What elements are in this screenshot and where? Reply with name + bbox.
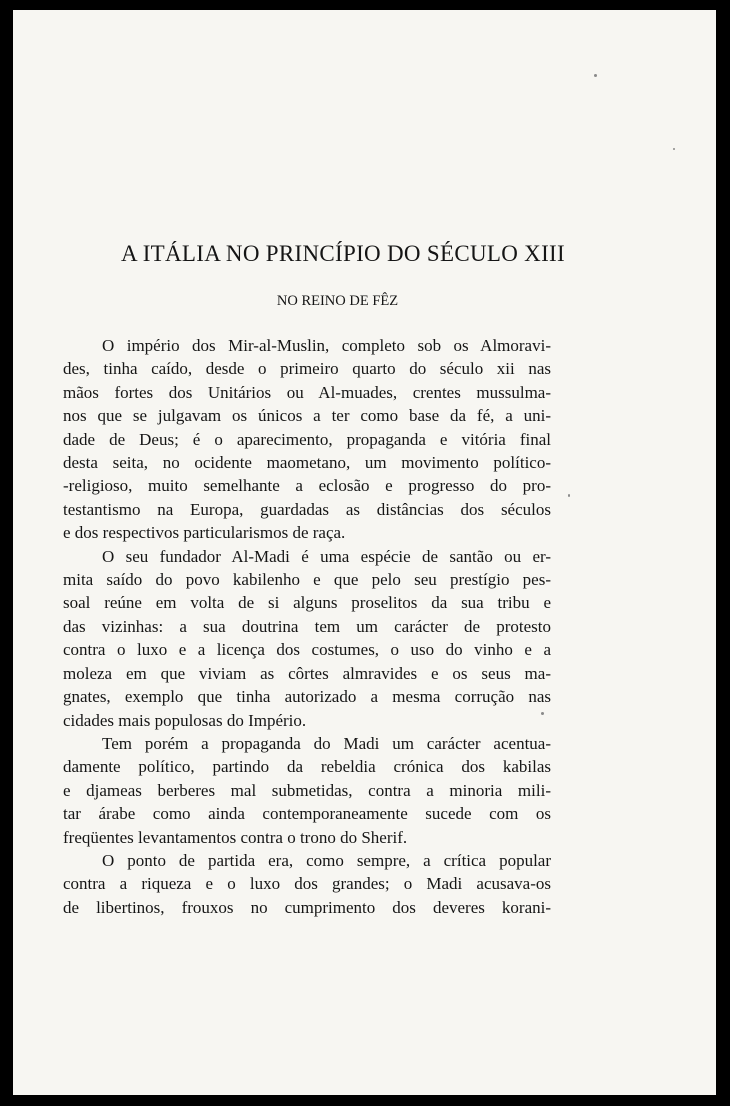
text-line: Tem porém a propaganda do Madi um carácter acentua- (102, 733, 551, 753)
chapter-subtitle: NO REINO DE FÊZ (276, 293, 399, 309)
scan-speck (594, 74, 597, 77)
text-line: nos que se julgavam os únicos a ter como base da fé, a uni- (63, 406, 551, 426)
text-line: soal reúne em volta de si alguns proselitos da sua tribu e (63, 593, 551, 613)
text-line: O ponto de partida era, como sempre, a crítica popular (102, 850, 551, 870)
text-line: -religioso, muito semelhante a eclosão e progresso do pro- (63, 476, 551, 496)
scan-speck (541, 712, 544, 715)
paragraph-4 (63, 849, 551, 919)
text-line: desta seita, no ocidente maometano, um movimento político- (63, 453, 551, 473)
text-line: O império dos Mir-al-Muslin, completo sob os Almoravi- (102, 336, 551, 355)
text-line: dade de Deus; é o aparecimento, propaganda e vitória final (63, 429, 551, 449)
paragraph-1 (63, 334, 551, 545)
scan-speck (568, 494, 570, 497)
text-line: contra o luxo e a licença dos costumes, o uso do vinho e a (63, 640, 551, 660)
text-line: de libertinos, frouxos no cumprimento dos deveres korani- (63, 897, 551, 917)
text-line: mita saído do povo kabilenho e que pelo seu prestígio pes- (63, 570, 551, 590)
text-line: cidades mais populosas do Império. (63, 710, 307, 730)
text-line: e dos respectivos particularismos de raça. (63, 523, 346, 543)
chapter-title: A ITÁLIA NO PRINCÍPIO DO SÉCULO XIII (121, 241, 565, 266)
text-line: gnates, exemplo que tinha autorizado a mesma corrução nas (63, 687, 551, 707)
text-line: testantismo na Europa, guardadas as distâncias dos séculos (63, 499, 551, 519)
text-line: damente político, partindo da rebeldia crónica dos kabilas (63, 757, 551, 777)
text-line: das vizinhas: a sua doutrina tem um carácter de protesto (63, 616, 551, 636)
text-line: freqüentes levantamentos contra o trono do Sherif. (63, 827, 408, 847)
body-text (63, 334, 551, 919)
text-line: O seu fundador Al-Madi é uma espécie de santão ou er- (102, 546, 551, 566)
text-line: mãos fortes dos Unitários ou Al-muades, crentes mussulma- (63, 382, 551, 402)
text-line: e djameas berberes mal submetidas, contra a minoria mili- (63, 780, 551, 800)
text-line: des, tinha caído, desde o primeiro quarto do século xii nas (63, 359, 551, 379)
scan-speck (673, 148, 675, 150)
text-line: moleza em que viviam as côrtes almravides e os seus ma- (63, 663, 551, 683)
text-line: tar árabe como ainda contemporaneamente sucede com os (63, 804, 551, 824)
book-page (13, 10, 716, 1095)
paragraph-2 (63, 545, 551, 732)
text-line: contra a riqueza e o luxo dos grandes; o Madi acusava-os (63, 874, 551, 894)
paragraph-3 (63, 732, 551, 849)
